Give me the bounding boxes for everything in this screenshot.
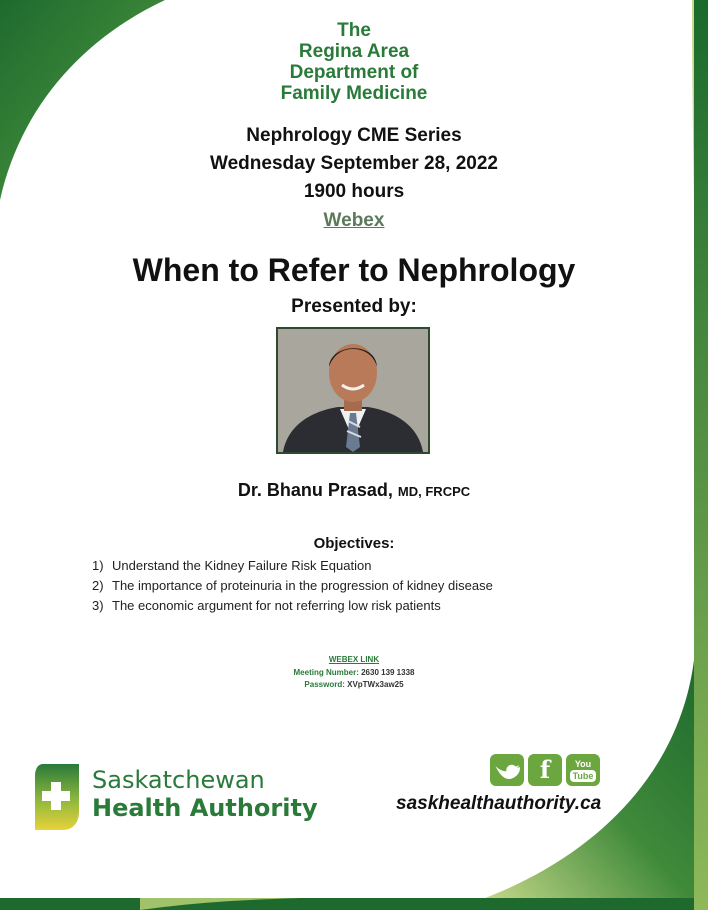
- event-time: 1900 hours: [303, 181, 405, 202]
- objective-item: [92, 576, 493, 596]
- objectives-list: [92, 556, 493, 616]
- password-label: Password:: [304, 680, 345, 689]
- meeting-number-value: 2630 139 1338: [361, 668, 415, 677]
- facebook-icon[interactable]: f: [528, 754, 562, 786]
- youtube-text-top: You: [574, 759, 592, 769]
- organizer-block: [0, 20, 708, 104]
- presenter-photo: [276, 327, 430, 454]
- password-row: [0, 680, 708, 689]
- organizer-line-1: The: [337, 20, 371, 41]
- event-series: Nephrology CME Series: [246, 125, 462, 146]
- objective-number: 3): [92, 598, 104, 613]
- talk-title: When to Refer to Nephrology: [132, 252, 576, 288]
- sha-name-line-1: Saskatchewan: [92, 766, 265, 794]
- youtube-text-bottom: Tube: [570, 770, 597, 782]
- objective-number: 2): [92, 578, 104, 593]
- webex-link[interactable]: WEBEX LINK: [328, 655, 380, 664]
- presented-by-label: Presented by:: [291, 296, 417, 317]
- presenter-credentials: MD, FRCPC: [397, 484, 471, 499]
- objective-item: [92, 556, 493, 576]
- presenter-name: [0, 480, 708, 501]
- youtube-icon[interactable]: [566, 754, 600, 786]
- sha-logo-icon: [33, 762, 81, 832]
- objective-item: [92, 596, 493, 616]
- sha-organization-name: [92, 766, 318, 822]
- event-platform-link[interactable]: Webex: [323, 210, 385, 231]
- organizer-line-4: Family Medicine: [280, 83, 428, 104]
- event-date: Wednesday September 28, 2022: [210, 153, 498, 174]
- organizer-line-3: Department of: [289, 62, 419, 83]
- objective-text: The economic argument for not referring low risk patients: [112, 598, 441, 613]
- twitter-bird-icon: [490, 754, 524, 786]
- objectives-heading: Objectives:: [313, 535, 395, 552]
- twitter-icon[interactable]: [490, 754, 524, 786]
- sha-name-line-2: Health Authority: [92, 794, 318, 822]
- website-link[interactable]: saskhealthauthority.ca: [396, 793, 602, 814]
- password-value: XVpTWx3aw25: [347, 680, 404, 689]
- presenter-full-name: Dr. Bhanu Prasad,: [237, 480, 393, 500]
- meeting-number-row: [0, 668, 708, 677]
- objective-text: Understand the Kidney Failure Risk Equation: [112, 558, 372, 573]
- presenter-portrait-illustration: [278, 329, 428, 452]
- objective-text: The importance of proteinuria in the progression of kidney disease: [112, 578, 493, 593]
- objective-number: 1): [92, 558, 104, 573]
- meeting-number-label: Meeting Number:: [293, 668, 359, 677]
- organizer-line-2: Regina Area: [298, 41, 410, 62]
